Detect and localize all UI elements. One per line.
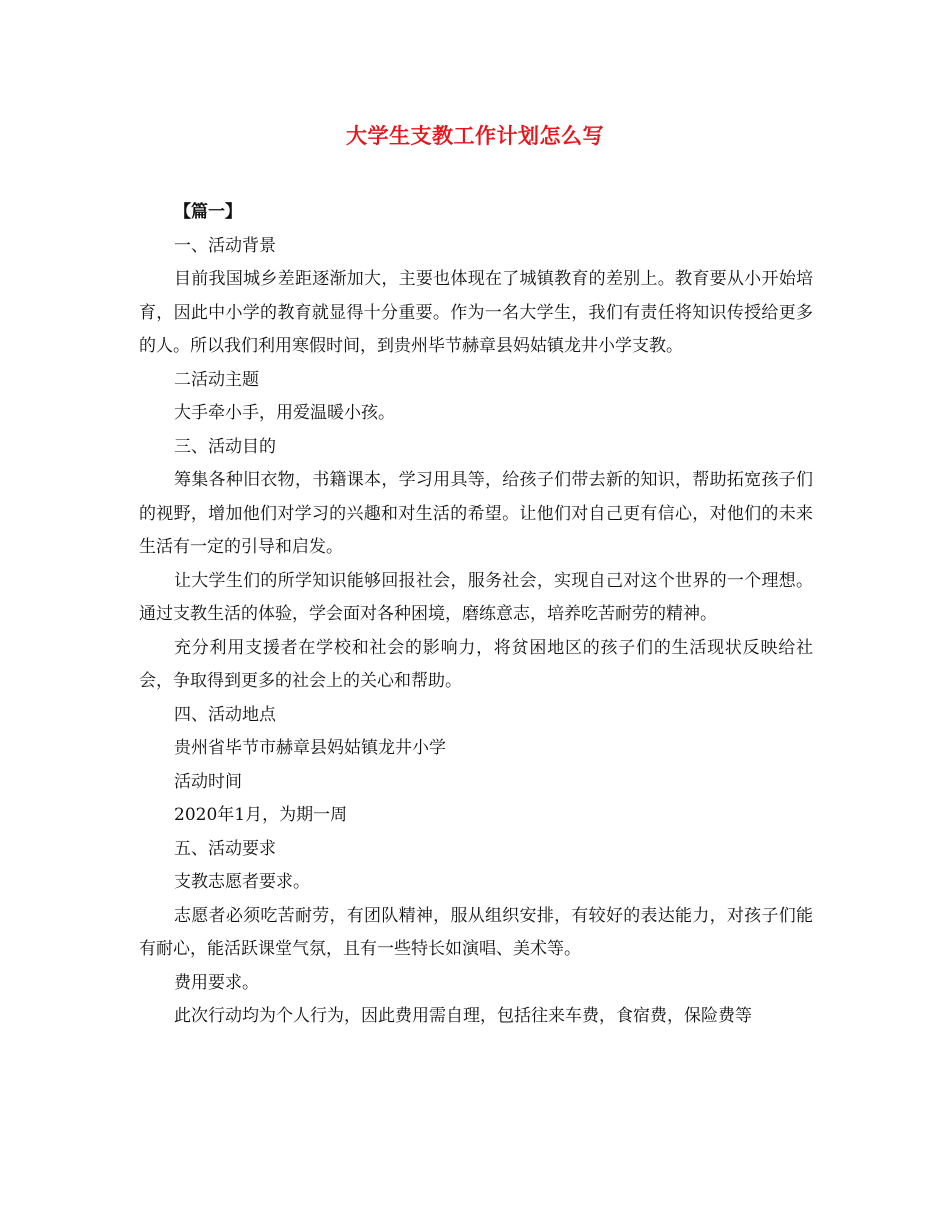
paragraph-time: 2020年1月，为期一周 bbox=[174, 805, 348, 825]
paragraph-theme: 大手牵小手，用爱温暖小孩。 bbox=[174, 403, 395, 423]
subheading-volunteer: 支教志愿者要求。 bbox=[174, 872, 310, 892]
document-title: 大学生支教工作计划怎么写 bbox=[346, 123, 604, 148]
heading-background: 一、活动背景 bbox=[174, 235, 276, 256]
paragraph-volunteer: 志愿者必须吃苦耐劳，有团队精神，服从组织安排，有较好的表达能力，对孩子们能有耐心，能活跃课堂气氛，且有一些特长如演唱、美术等。 bbox=[139, 905, 813, 959]
heading-requirements: 五、活动要求 bbox=[174, 838, 276, 859]
paragraph-location: 贵州省毕节市赫章县妈姑镇龙井小学 bbox=[174, 738, 446, 758]
heading-location: 四、活动地点 bbox=[174, 704, 276, 725]
paragraph-purpose-2: 让大学生们的所学知识能够回报社会，服务社会，实现自己对这个世界的一个理想。通过支教生活的体验，学会面对各种困境，磨练意志，培养吃苦耐劳的精神。 bbox=[139, 570, 813, 624]
heading-time: 活动时间 bbox=[174, 771, 242, 792]
paragraph-background: 目前我国城乡差距逐渐加大，主要也体现在了城镇教育的差别上。教育要从小开始培育，因此中小学的教育就显得十分重要。作为一名大学生，我们有责任将知识传授给更多的人。所以我们利用寒假时间，到贵州毕节赫章县妈姑镇龙井小学支教。 bbox=[139, 269, 813, 356]
section-marker: 【篇一】 bbox=[174, 202, 242, 222]
paragraph-purpose-1: 筹集各种旧衣物，书籍课本，学习用具等，给孩子们带去新的知识，帮助拓宽孩子们的视野，增加他们对学习的兴趣和对生活的希望。让他们对自己更有信心，对他们的未来生活有一定的引导和启发。 bbox=[139, 470, 813, 557]
subheading-cost: 费用要求。 bbox=[174, 972, 259, 993]
heading-purpose: 三、活动目的 bbox=[174, 436, 276, 457]
heading-theme: 二活动主题 bbox=[174, 369, 259, 390]
paragraph-purpose-3: 充分利用支援者在学校和社会的影响力，将贫困地区的孩子们的生活现状反映给社会，争取得到更多的社会上的关心和帮助。 bbox=[139, 637, 813, 691]
document-body bbox=[139, 196, 813, 1034]
paragraph-cost: 此次行动均为个人行为，因此费用需自理，包括往来车费，食宿费，保险费等 bbox=[174, 1006, 752, 1026]
